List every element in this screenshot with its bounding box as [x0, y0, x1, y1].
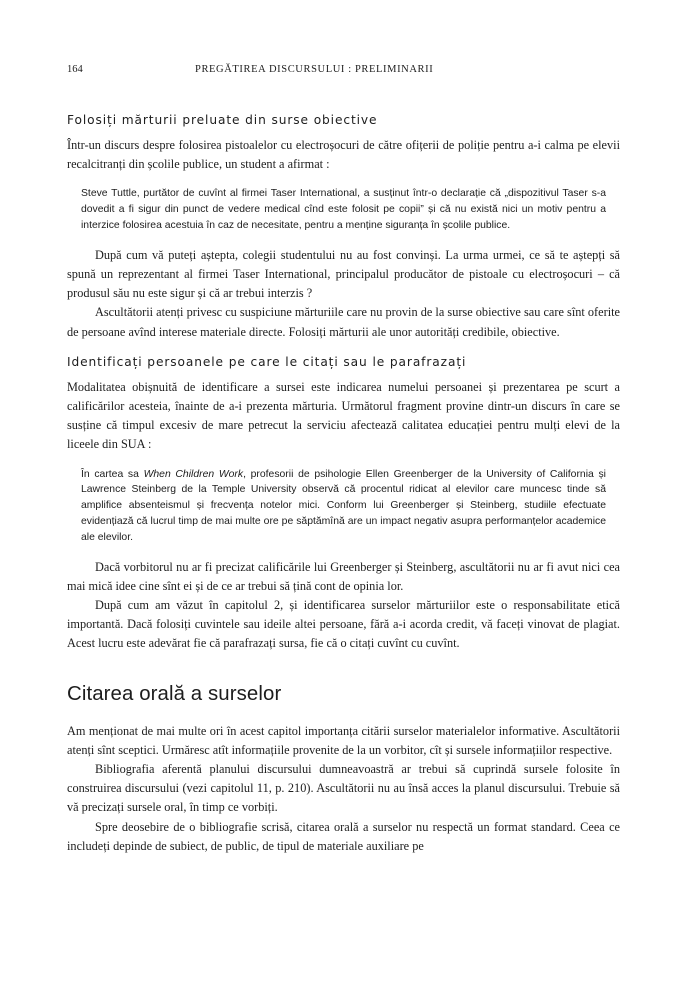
quote-lead: În cartea sa: [81, 468, 144, 480]
paragraph: Într-un discurs despre folosirea pistoalelor cu electroșocuri de către ofițerii de poliție pentru a-i calma pe elevii recalcitranți din școlile publice, un student a afirmat :: [67, 138, 620, 172]
paragraph: Ascultătorii atenți privesc cu suspiciune mărturiile care nu provin de la surse obiective sau care sînt oferite de persoane avînd interese materiale directe. Folosiți mărturii ale unor autorități credibile, obiective.: [67, 305, 620, 339]
paragraph: Am menționat de mai multe ori în acest capitol importanța citării surselor materialelor informative. Ascultătorii atenți sînt sceptici. Urmăresc atît informațiile provenite de la un vorbitor, cît și sursele informațiilor respective.: [67, 723, 620, 757]
page-header: [67, 64, 627, 80]
page-number: 164: [67, 64, 83, 75]
book-title: When Children Work: [143, 468, 244, 480]
quote-rest: , profesorii de psihologie Ellen Greenberger de la University of California și Lawrence Steinberg de la Temple University observă că procentul ridicat al elevilor care muncesc tinde să amplifice absenteismul și frecvența notelor mici. Conform lui Greenberger și Steinberg, studiile efectuate evidențiază că lucrul timp de mai multe ore pe săptămînă are un impact negativ asupra performanțelor academice ale elevilor.: [81, 468, 606, 543]
section-heading-objective-sources: Folosiți mărturii preluate din surse obiective: [67, 113, 378, 127]
section-title-oral-citation: Citarea orală a surselor: [67, 682, 282, 705]
paragraph: După cum vă puteți aștepta, colegii studentului nu au fost convinși. La urma urmei, ce să te aștepți să spună un reprezentant al firmei Taser International, principalul producător de pistoale cu electroșocuri – că produsul său nu este sigur și că ar trebui interzis ?: [67, 247, 620, 301]
paragraph: Bibliografia aferentă planului discursului dumneavoastră ar trebui să cuprindă sursele folosite în construirea discursului (vezi capitolul 11, p. 210). Ascultătorii nu au însă acces la planul discursului. Trebuie să vă precizați sursele oral, în timp ce vorbiți.: [67, 762, 620, 815]
paragraph: Dacă vorbitorul nu ar fi precizat calificările lui Greenberger și Steinberg, ascultătorii nu ar fi avut nici cea mai mică idee cine sînt ei și de ce ar trebui să țină cont de opinia lor.: [67, 559, 620, 593]
section-heading-identify-persons: Identificați persoanele pe care le citați sau le parafrazați: [67, 354, 467, 369]
block-quote: [67, 467, 620, 546]
paragraph: După cum am văzut în capitolul 2, și identificarea surselor mărturiilor este o responsabilitate etică importantă. Dacă folosiți cuvintele sau ideile altei persoane, fără a-i acorda credit, vă faceți vinovat de plagiat. Acest lucru este adevărat fie că parafrazați sursa, fie că o citați cuvînt cu cuvînt.: [67, 598, 620, 651]
paragraph: Spre deosebire de o bibliografie scrisă, citarea orală a surselor nu respectă un format standard. Ceea ce includeți depinde de subiect, de public, de tipul de materiale auxiliare pe: [67, 819, 620, 853]
running-head: PREGĂTIREA DISCURSULUI : PRELIMINARII: [195, 64, 434, 75]
block-quote: Steve Tuttle, purtător de cuvînt al firmei Taser International, a susținut într-o declarație că „dispozitivul Taser s-a dovedit a fi sigur din punct de vedere medical cînd este folosit pe copii” și că nu există nici un motiv pentru a interzice folosirea acestuia în caz de necesitate, pentru a menține siguranța în școlile publice.: [81, 188, 606, 231]
paragraph: Modalitatea obișnuită de identificare a sursei este indicarea numelui persoanei și prezentarea pe scurt a calificărilor acesteia, înainte de a-i prezenta mărturia. Următorul fragment provine dintr-un discurs în care se susține că timpul excesiv de mare petrecut la serviciu afectează calitatea educației pentru mulți elevi de la liceele din SUA :: [67, 379, 620, 452]
page-content: [67, 112, 620, 856]
